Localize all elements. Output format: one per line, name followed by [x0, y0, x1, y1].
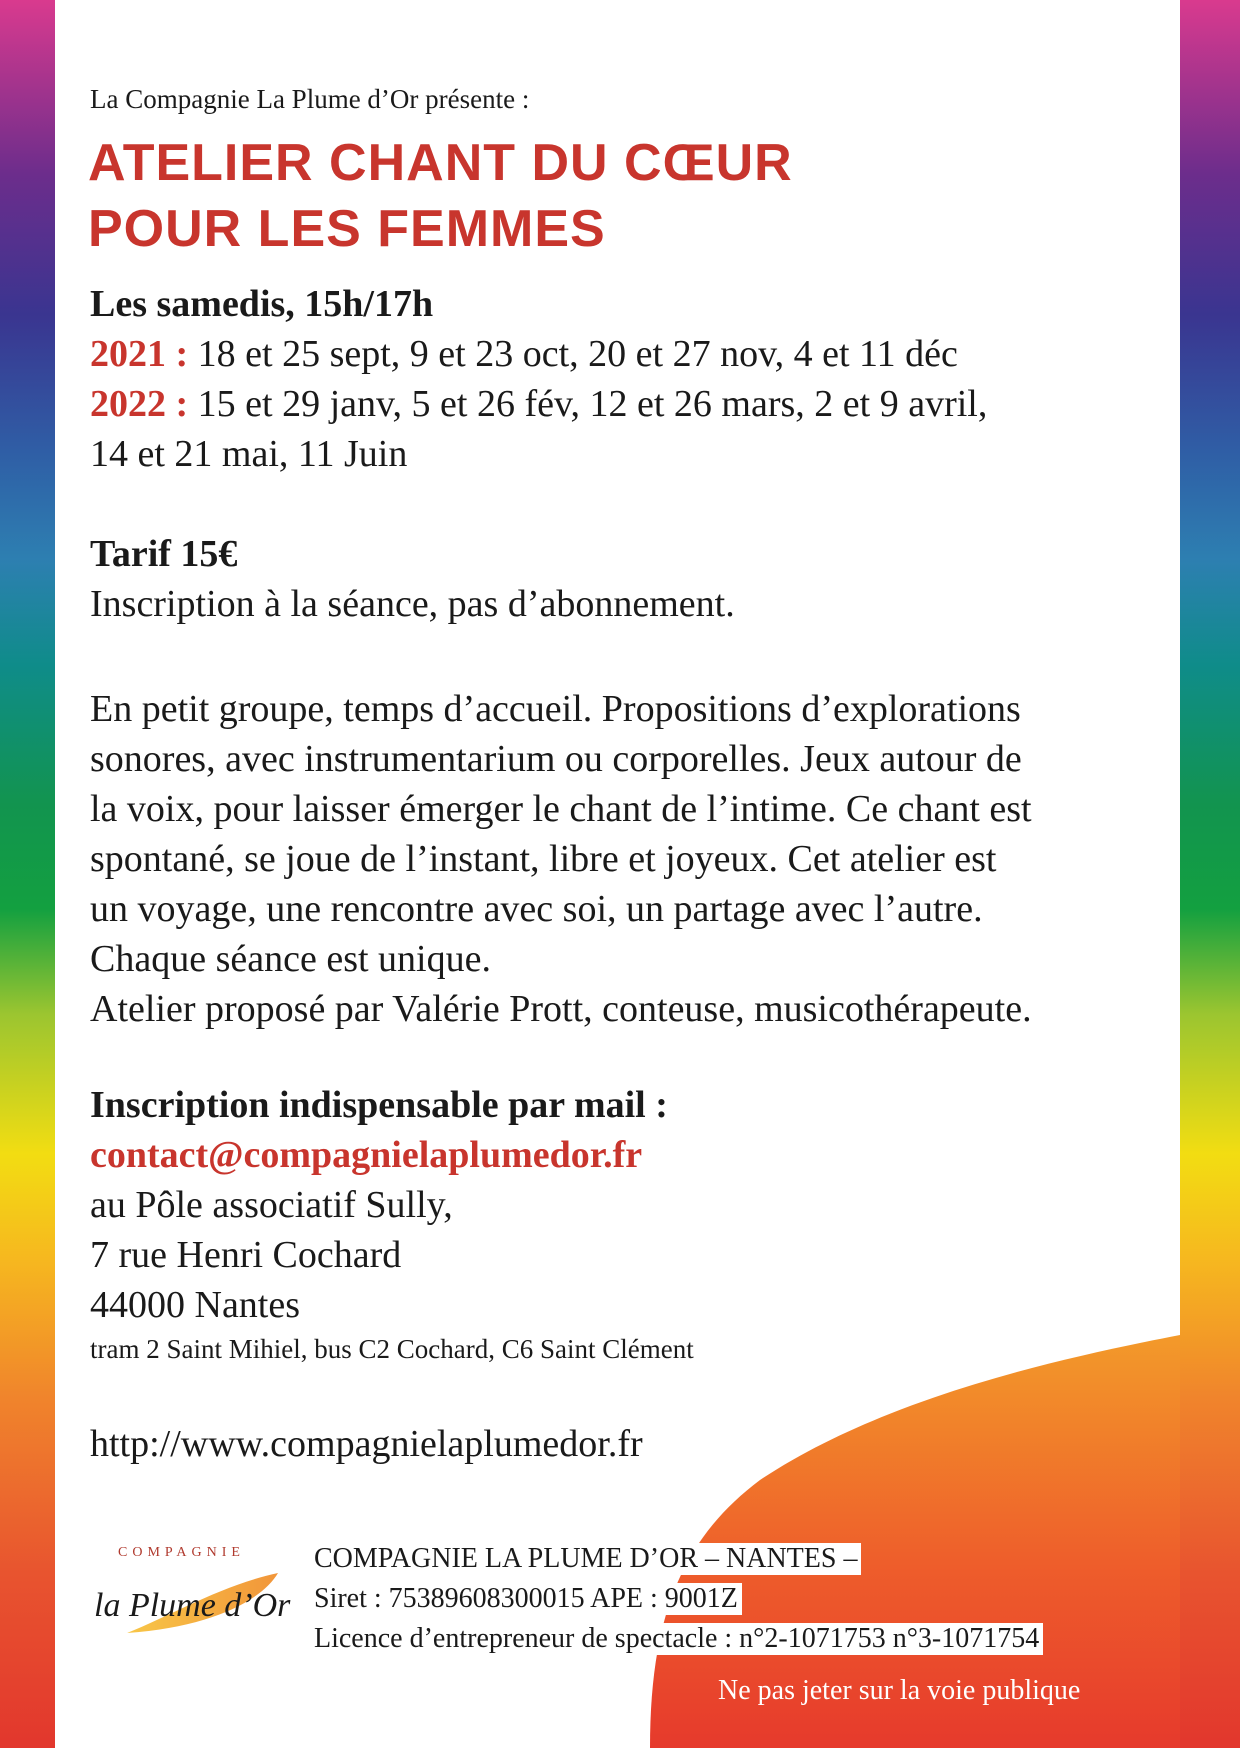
description-line: spontané, se joue de l’instant, libre et joyeux. Cet atelier est — [90, 838, 997, 880]
inscription-heading: Inscription indispensable par mail : — [90, 1084, 668, 1126]
contact-email-link[interactable]: contact@compagnielaplumedor.fr — [90, 1134, 643, 1176]
description-line: Chaque séance est unique. — [90, 938, 491, 980]
title-line-2: POUR LES FEMMES — [88, 200, 606, 258]
company-logo — [92, 1545, 302, 1645]
logo-script-text: la Plume d’Or — [94, 1587, 291, 1624]
dates-2021: 18 et 25 sept, 9 et 23 oct, 20 et 27 nov, 4 et 11 déc — [188, 333, 958, 375]
logo-top-text: COMPAGNIE — [118, 1545, 245, 1560]
description-line: sonores, avec instrumentarium ou corporelles. Jeux autour de — [90, 738, 1022, 780]
title-line-1: ATELIER CHANT DU CŒUR — [88, 134, 793, 192]
tarif-heading: Tarif 15€ — [90, 533, 238, 575]
description-line: Atelier proposé par Valérie Prott, conteuse, musicothérapeute. — [90, 988, 1032, 1030]
tarif-note: Inscription à la séance, pas d’abonnement. — [90, 583, 735, 625]
address-line-2: 7 rue Henri Cochard — [90, 1234, 402, 1276]
description-line: En petit groupe, temps d’accueil. Propositions d’explorations — [90, 688, 1021, 730]
year-2021: 2021 : — [90, 333, 189, 375]
footer-licence: Licence d’entrepreneur de spectacle : n°2-1071753 n°3-1071754 — [310, 1623, 1043, 1655]
website-link[interactable]: http://www.compagnielaplumedor.fr — [90, 1423, 643, 1465]
schedule-2021 — [90, 332, 958, 376]
description — [90, 684, 1170, 1034]
description-line: la voix, pour laisser émerger le chant de l’intime. Ce chant est — [90, 788, 1032, 830]
footer-siret: Siret : 75389608300015 APE : 9001Z — [310, 1583, 742, 1615]
schedule-heading: Les samedis, 15h/17h — [90, 283, 434, 325]
schedule-2022 — [90, 382, 987, 426]
address-line-3: 44000 Nantes — [90, 1284, 301, 1326]
intro-text: La Compagnie La Plume d’Or présente : — [90, 84, 530, 114]
footer-notice: Ne pas jeter sur la voie publique — [718, 1675, 1081, 1706]
year-2022: 2022 : — [90, 383, 189, 425]
footer-company: COMPAGNIE LA PLUME D’OR – NANTES – — [310, 1543, 861, 1575]
description-line: un voyage, une rencontre avec soi, un partage avec l’autre. — [90, 888, 983, 930]
dates-2022-line-1: 15 et 29 janv, 5 et 26 fév, 12 et 26 mars, 2 et 9 avril, — [188, 383, 988, 425]
transport-info: tram 2 Saint Mihiel, bus C2 Cochard, C6 Saint Clément — [90, 1334, 694, 1364]
address-line-1: au Pôle associatif Sully, — [90, 1184, 453, 1226]
dates-2022-line-2: 14 et 21 mai, 11 Juin — [90, 433, 408, 475]
